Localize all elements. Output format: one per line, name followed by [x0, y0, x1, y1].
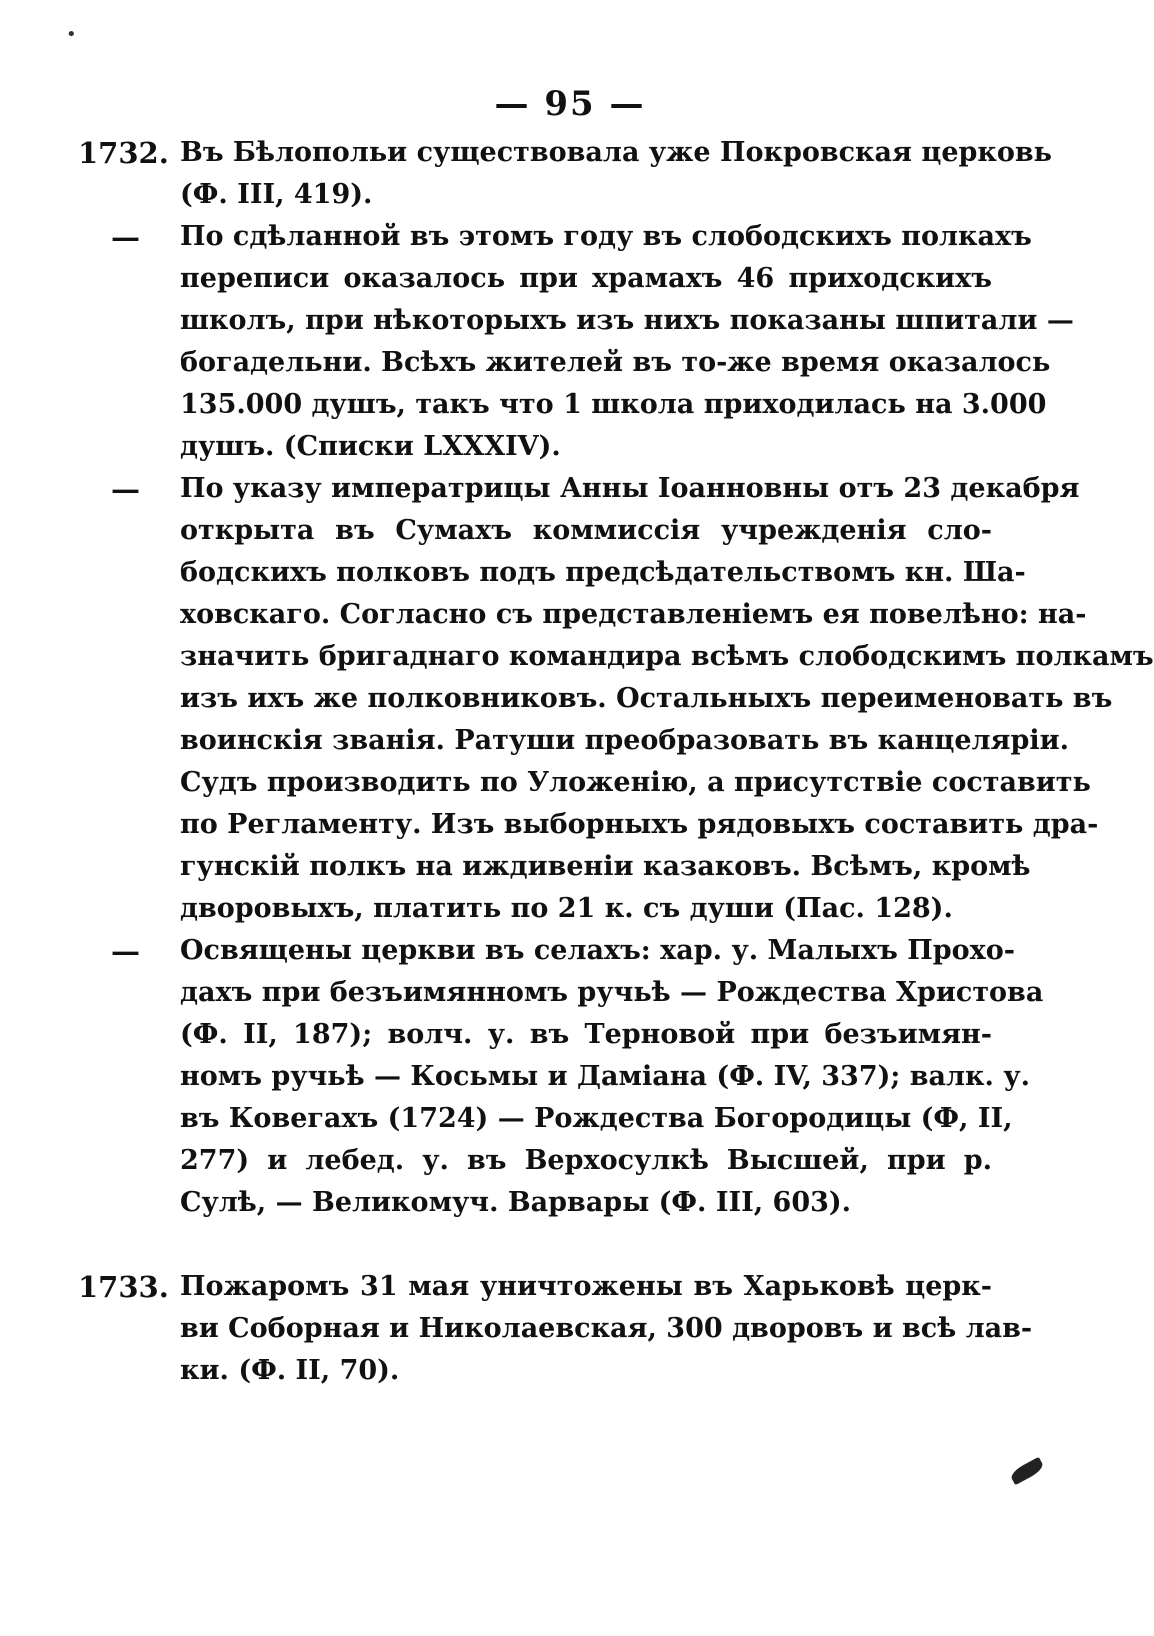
entry-year: 1733.	[78, 1270, 169, 1304]
text-line: гунскій полкъ на иждивеніи казаковъ. Всѣмъ, кромѣ	[180, 851, 1031, 882]
entry-text	[180, 1266, 1033, 1392]
entry-dash-marker: —	[111, 220, 140, 254]
text-line: По указу императрицы Анны Іоанновны отъ 23 декабря	[180, 473, 1080, 504]
text-line: дахъ при безъимянномъ ручьѣ — Рождества Христова	[180, 977, 1044, 1008]
text-line: душъ. (Списки LXXXIV).	[180, 431, 561, 462]
text-line: воинскія званія. Ратуши преобразовать въ канцеляріи.	[180, 725, 1070, 756]
text-line: номъ ручьѣ — Косьмы и Даміана (Ф. IV, 337); валк. у.	[180, 1061, 1031, 1092]
text-line: Освящены церкви въ селахъ: хар. у. Малыхъ Прохо-	[180, 935, 1015, 966]
text-line: (Ф. III, 419).	[180, 179, 373, 210]
text-line: (Ф. II, 187); волч. у. въ Терновой при безъимян-	[180, 1019, 992, 1050]
text-line: 277) и лебед. у. въ Верхосулкѣ Высшей, при р.	[180, 1145, 992, 1176]
entry-text	[180, 930, 1044, 1224]
text-line: Сулѣ, — Великомуч. Варвары (Ф. III, 603).	[180, 1187, 852, 1218]
text-line: школъ, при нѣкоторыхъ изъ нихъ показаны шпитали —	[180, 305, 1074, 336]
entry-dash-marker: —	[111, 472, 140, 506]
stray-mark: •	[66, 24, 77, 45]
text-line: бодскихъ полковъ подъ предсѣдательствомъ кн. Ша-	[180, 557, 1026, 588]
text-line: По сдѣланной въ этомъ году въ слободскихъ полкахъ	[180, 221, 1032, 252]
text-line: богадельни. Всѣхъ жителей въ то-же время оказалось	[180, 347, 1051, 378]
text-line: Въ Бѣлопольи существовала уже Покровская церковь	[180, 137, 1052, 168]
text-line: дворовыхъ, платить по 21 к. съ души (Пас. 128).	[180, 893, 953, 924]
text-line: изъ ихъ же полковниковъ. Остальныхъ переименовать въ	[180, 683, 1113, 714]
entry-text	[180, 132, 1052, 216]
text-line: Судъ производить по Уложенію, а присутствіе составить	[180, 767, 1091, 798]
text-line: въ Ковегахъ (1724) — Рождества Богородицы (Ф, II,	[180, 1103, 1013, 1134]
text-line: по Регламенту. Изъ выборныхъ рядовыхъ составить дра-	[180, 809, 1099, 840]
page-number: — 95 —	[494, 84, 646, 124]
entry-year: 1732.	[78, 136, 169, 170]
text-line: Пожаромъ 31 мая уничтожены въ Харьковѣ церк-	[180, 1271, 992, 1302]
entry-text	[180, 216, 1074, 468]
ink-smudge	[1009, 1457, 1046, 1485]
text-line: ки. (Ф. II, 70).	[180, 1355, 400, 1386]
text-line: открыта въ Сумахъ коммиссія учрежденія сло-	[180, 515, 992, 546]
text-line: переписи оказалось при храмахъ 46 приходскихъ	[180, 263, 992, 294]
entry-dash-marker: —	[111, 934, 140, 968]
entry-text	[180, 468, 1154, 930]
text-line: ховскаго. Согласно съ представленіемъ ея повелѣно: на-	[180, 599, 1087, 630]
text-line: ви Соборная и Николаевская, 300 дворовъ и всѣ лав-	[180, 1313, 1033, 1344]
text-line: значить бригаднаго командира всѣмъ слободскимъ полкамъ	[180, 641, 1154, 672]
text-line: 135.000 душъ, такъ что 1 школа приходилась на 3.000	[180, 389, 1047, 420]
